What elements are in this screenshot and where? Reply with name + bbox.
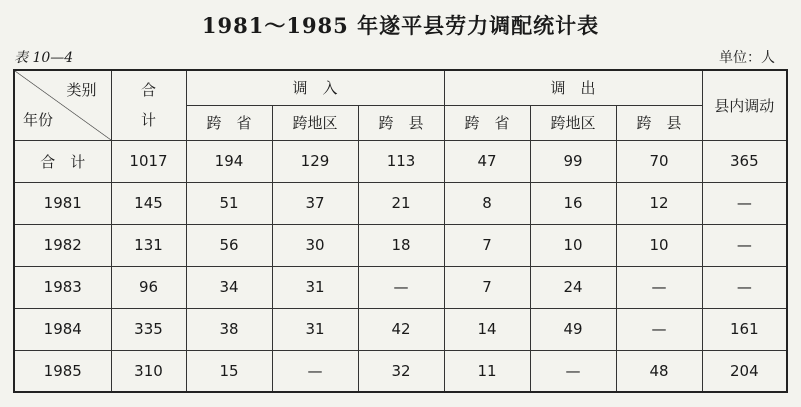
table-cell: — — [702, 266, 787, 308]
table-cell: 51 — [186, 182, 272, 224]
table-cell: 12 — [616, 182, 702, 224]
table-cell: 161 — [702, 308, 787, 350]
table-cell: 99 — [530, 140, 616, 182]
out-col-header: 跨 县 — [616, 105, 702, 140]
out-col-header: 跨地区 — [530, 105, 616, 140]
labor-allocation-table — [13, 69, 788, 393]
table-cell: 70 — [616, 140, 702, 182]
row-year-cell: 合 计 — [14, 140, 111, 182]
total-header-top: 合 — [140, 81, 156, 100]
row-year-cell: 1983 — [14, 266, 111, 308]
table-cell: 335 — [111, 308, 186, 350]
table-cell: 16 — [530, 182, 616, 224]
group-header-in: 调 入 — [186, 70, 444, 105]
table-cell: 145 — [111, 182, 186, 224]
table-cell: 96 — [111, 266, 186, 308]
row-year-cell: 1982 — [14, 224, 111, 266]
table-row — [14, 266, 787, 308]
table-cell: — — [616, 266, 702, 308]
total-header-cell — [111, 70, 186, 140]
table-cell: — — [702, 182, 787, 224]
total-header-bottom: 计 — [140, 111, 156, 130]
table-cell: 365 — [702, 140, 787, 182]
table-cell: 37 — [272, 182, 358, 224]
table-cell: — — [272, 350, 358, 392]
in-col-header: 跨 省 — [186, 105, 272, 140]
table-row — [14, 224, 787, 266]
table-cell: 15 — [186, 350, 272, 392]
table-cell: 18 — [358, 224, 444, 266]
table-cell: 113 — [358, 140, 444, 182]
table-row — [14, 308, 787, 350]
corner-header-year: 年份 — [23, 110, 54, 129]
table-row — [14, 182, 787, 224]
table-cell: 131 — [111, 224, 186, 266]
within-county-header: 县内调动 — [702, 70, 787, 140]
table-row — [14, 350, 787, 392]
table-cell: — — [530, 350, 616, 392]
table-cell: 11 — [444, 350, 530, 392]
table-cell: 8 — [444, 182, 530, 224]
table-cell: 42 — [358, 308, 444, 350]
row-year-cell: 1985 — [14, 350, 111, 392]
table-cell: 31 — [272, 266, 358, 308]
table-cell: 204 — [702, 350, 787, 392]
in-col-header: 跨 县 — [358, 105, 444, 140]
table-cell: 56 — [186, 224, 272, 266]
table-cell: 310 — [111, 350, 186, 392]
table-cell: 1017 — [111, 140, 186, 182]
table-cell: 10 — [616, 224, 702, 266]
table-cell: 34 — [186, 266, 272, 308]
table-cell: 48 — [616, 350, 702, 392]
table-cell: 24 — [530, 266, 616, 308]
table-cell: 49 — [530, 308, 616, 350]
table-cell: 47 — [444, 140, 530, 182]
table-cell: 10 — [530, 224, 616, 266]
corner-header-category: 类别 — [66, 81, 97, 99]
table-cell: 194 — [186, 140, 272, 182]
row-year-cell: 1981 — [14, 182, 111, 224]
table-cell: 14 — [444, 308, 530, 350]
table-row — [14, 140, 787, 182]
unit-label: 单位：人 — [719, 50, 775, 66]
group-header-out: 调 出 — [444, 70, 702, 105]
in-col-header: 跨地区 — [272, 105, 358, 140]
corner-header-cell — [14, 70, 111, 140]
table-cell: 31 — [272, 308, 358, 350]
table-cell: 21 — [358, 182, 444, 224]
table-cell: 7 — [444, 266, 530, 308]
table-cell: — — [358, 266, 444, 308]
table-number: 表 10—4 — [14, 50, 74, 66]
table-cell: — — [616, 308, 702, 350]
table-cell: 38 — [186, 308, 272, 350]
table-cell: 129 — [272, 140, 358, 182]
table-cell: 30 — [272, 224, 358, 266]
page-title: 1981～1985 年遂平县劳力调配统计表 — [201, 13, 600, 38]
row-year-cell: 1984 — [14, 308, 111, 350]
out-col-header: 跨 省 — [444, 105, 530, 140]
table-cell: 7 — [444, 224, 530, 266]
table-cell: 32 — [358, 350, 444, 392]
table-cell: — — [702, 224, 787, 266]
